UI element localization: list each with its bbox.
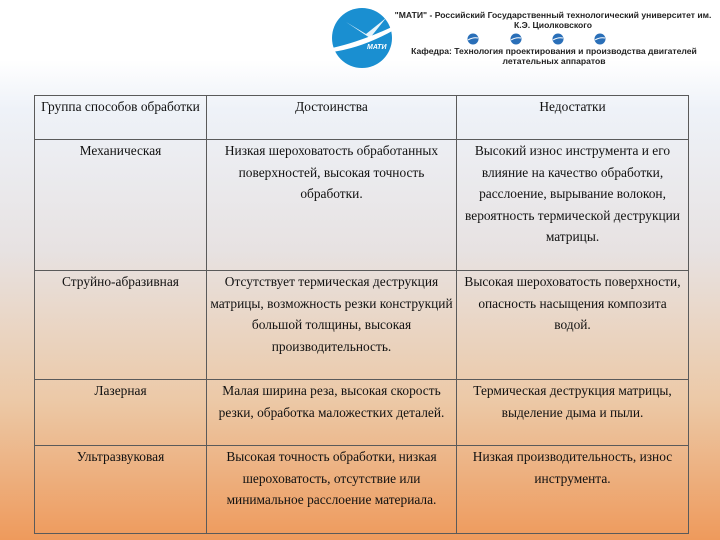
globe-icon [552,33,564,45]
method-cell: Механическая [35,140,207,271]
header-advantages: Достоинства [207,96,457,140]
advantages-cell: Низкая шероховатость обработанных поверхностей, высокая точность обработки. [207,140,457,271]
globe-icon [510,33,522,45]
university-name: "МАТИ" - Российский Государственный технологический университет им. К.Э. Циолковского [394,10,712,30]
table-row [35,446,689,534]
advantages-cell: Отсутствует термическая деструкция матрицы, возможность резки конструкций большой толщины, высокая производительность. [207,271,457,380]
disadvantages-cell: Высокий износ инструмента и его влияние на качество обработки, расслоение, вырывание волокон, вероятность термической деструкции матрицы. [457,140,689,271]
globe-icon [594,33,606,45]
header-disadvantages: Недостатки [457,96,689,140]
department-name: Кафедра: Технология проектирования и производства двигателей летательных аппаратов [411,46,697,66]
advantages-cell: Малая ширина реза, высокая скорость резки, обработка маложестких деталей. [207,380,457,446]
disadvantages-cell: Низкая производительность, износ инструмента. [457,446,689,534]
table-row [35,380,689,446]
globe-icon [467,33,479,45]
advantages-cell: Высокая точность обработки, низкая шероховатость, отсутствие или минимальное расслоение материала. [207,446,457,534]
mati-logo-icon [326,4,396,76]
table-row [35,140,689,271]
logo-text: МАТИ [367,44,387,51]
method-cell: Струйно-абразивная [35,271,207,380]
table-row [35,271,689,380]
method-cell: Лазерная [35,380,207,446]
slide-header [0,0,720,88]
comparison-table [34,95,689,534]
method-cell: Ультразвуковая [35,446,207,534]
disadvantages-cell: Термическая деструкция матрицы, выделение дыма и пыли. [457,380,689,446]
header-method: Группа способов обработки [35,96,207,140]
disadvantages-cell: Высокая шероховатость поверхности, опасность насыщения композита водой. [457,271,689,380]
table-header-row [35,96,689,140]
